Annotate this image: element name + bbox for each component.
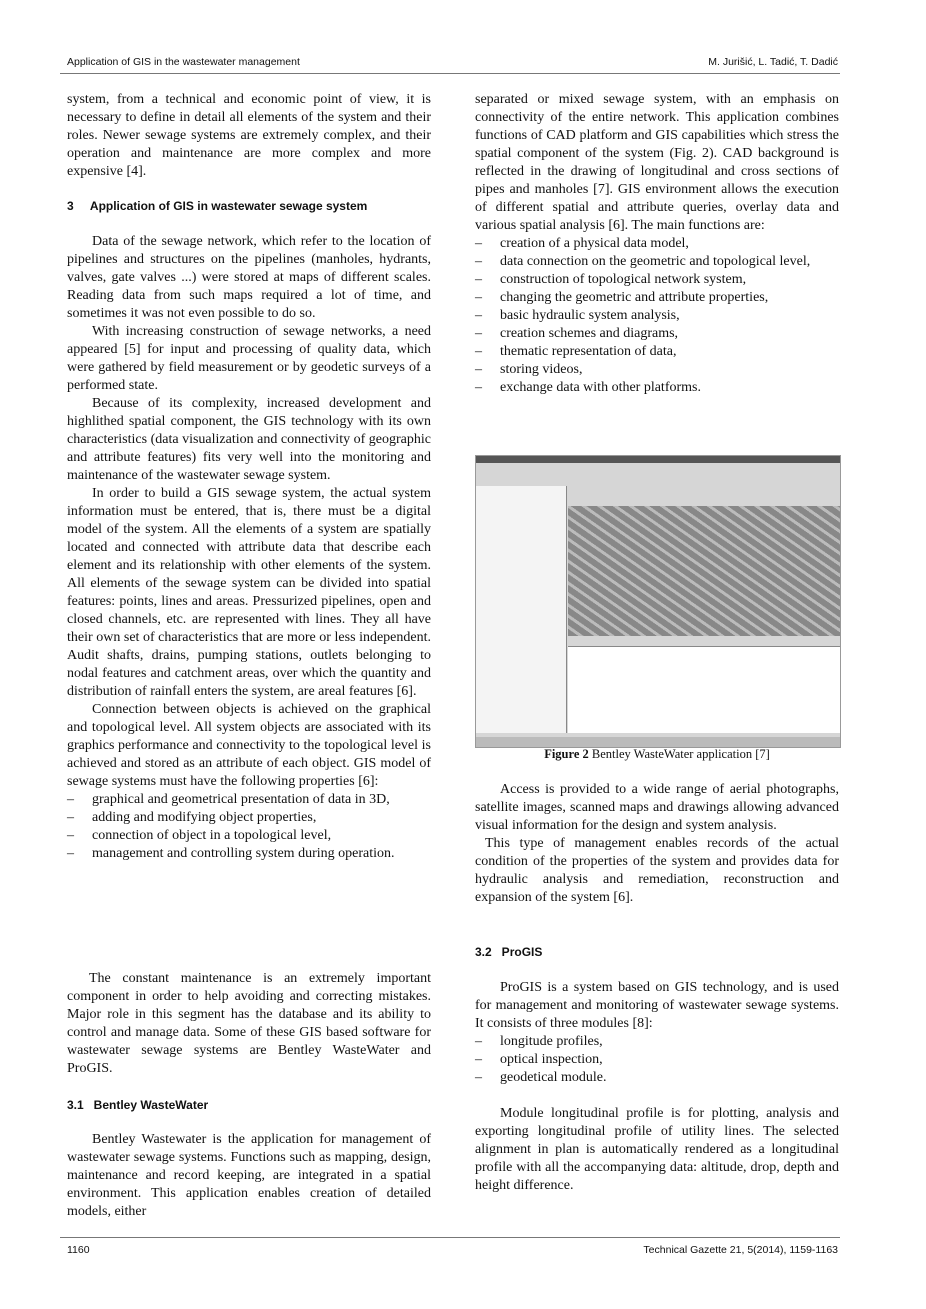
paragraph: Because of its complexity, increased development and highlithed spatial component, the GIS technology with its own characteristics (data visualization and connectivity of geographic and attribute features) fits very well into the monitoring and maintenance of the wastewater sewage system.	[67, 396, 431, 483]
list-item: – geodetical module.	[475, 1069, 839, 1087]
section-heading-3-1: 3.1 Bentley WasteWater	[67, 1098, 209, 1112]
right-progis	[475, 979, 839, 1087]
right-mid	[475, 781, 839, 907]
paragraph: separated or mixed sewage system, with an emphasis on connectivity of the entire network. This application combines functions of CAD platform and GIS capabilities which stress the spatial component of the system (Fig. 2). CAD background is reflected in the drawing of longitudinal and cross sections of pipes and manholes [7]. GIS environment allows the execution of different spatial and attribute queries, overlay data and various spatial analysis [6]. The main functions are:	[475, 92, 839, 233]
footer-rule	[60, 1237, 840, 1238]
running-header-title: Application of GIS in the wastewater management	[67, 56, 300, 68]
paragraph: This type of management enables records of the actual condition of the properties of the system and provides data for hydraulic analysis and remediation, reconstruction and expansion of the system [6].	[475, 836, 839, 905]
list-item: – basic hydraulic system analysis,	[475, 307, 839, 325]
running-header-authors: M. Jurišić, L. Tadić, T. Dadić	[708, 56, 838, 68]
right-top	[475, 91, 839, 397]
left-para-7	[67, 1131, 431, 1221]
figure-label: Figure 2	[544, 747, 589, 761]
right-para-4	[475, 1105, 839, 1195]
list-item: – optical inspection,	[475, 1051, 839, 1069]
list-item: – longitude profiles,	[475, 1033, 839, 1051]
section-heading-3: 3 Application of GIS in wastewater sewage system	[67, 199, 368, 213]
paragraph: ProGIS is a system based on GIS technology, and is used for management and monitoring of wastewater sewage systems. It consists of three modules [8]:	[475, 980, 839, 1031]
figure-map-view	[568, 506, 840, 636]
list-item: – storing videos,	[475, 361, 839, 379]
paragraph: In order to build a GIS sewage system, the actual system information must be entered, that is, there must be a digital model of the system. All the elements of a system are spatially located and connected with attribute data that describe each element and its relationship with other elements of the system. All elements of the sewage system can be divided into spatial features: points, lines and areas. Pressurized pipelines, open and closed channels, etc. are represented with lines. They all have their own set of characteristics that are more or less independent. Audit shafts, drains, pumping stations, outlets belonging to nodal features and catchment areas, over which the quantity and distribution of rainfall enters the system, are areal features [6].	[67, 486, 431, 699]
section-heading-3-2: 3.2 ProGIS	[475, 945, 543, 959]
figure-attribute-grid	[568, 646, 840, 733]
list-item: – construction of topological network system,	[475, 271, 839, 289]
figure-taskbar	[476, 737, 840, 747]
figure-window-titlebar	[476, 456, 840, 463]
left-para-6	[67, 970, 431, 1078]
list-item: – creation of a physical data model,	[475, 235, 839, 253]
paragraph: The constant maintenance is an extremely important component in order to help avoiding and correcting mistakes. Major role in this segment has the database and its ability to control and manage data. Some of these GIS based software for wastewater sewage systems are Bentley WasteWater and ProGIS.	[67, 971, 431, 1076]
paragraph: Access is provided to a wide range of aerial photographs, satellite images, scanned maps and drawings allowing advanced visual information for the design and system analysis.	[475, 782, 839, 833]
left-body	[67, 233, 431, 863]
list-item: – adding and modifying object properties,	[67, 809, 431, 827]
modules-list	[475, 1033, 839, 1087]
properties-list	[67, 791, 431, 863]
functions-list	[475, 235, 839, 397]
list-item: – changing the geometric and attribute properties,	[475, 289, 839, 307]
paragraph: system, from a technical and economic point of view, it is necessary to define in detail all elements of the system and their roles. Newer sewage systems are extremely complex, and their operation and maintenance are more complex and more expensive [4].	[67, 92, 431, 179]
list-item: – management and controlling system during operation.	[67, 845, 431, 863]
paragraph: Connection between objects is achieved on the graphical and topological level. All system objects are associated with its graphics performance and connectivity to the topological level is achieved and stored as an attribute of each object. GIS model of sewage systems must have the following properties [6]:	[67, 702, 431, 789]
list-item: – data connection on the geometric and topological level,	[475, 253, 839, 271]
journal-citation: Technical Gazette 21, 5(2014), 1159-1163	[643, 1244, 838, 1256]
paragraph: Data of the sewage network, which refer to the location of pipelines and structures on the pipelines (manholes, hydrants, valves, gate valves ...) were stored at maps of different scales. Reading data from such maps required a lot of time, and sometimes it was not even possible to do so.	[67, 234, 431, 321]
figure-caption-text: Bentley WasteWater application [7]	[588, 747, 770, 761]
page-number: 1160	[67, 1244, 90, 1256]
paragraph: With increasing construction of sewage networks, a need appeared [5] for input and processing of quality data, which were gathered by field measurement or by geodetic surveys of a performed state.	[67, 324, 431, 393]
left-para-0	[67, 91, 431, 181]
list-item: – exchange data with other platforms.	[475, 379, 839, 397]
paragraph: Module longitudinal profile is for plotting, analysis and exporting longitudinal profile of utility lines. The selected alignment in plan is automatically rendered as a longitudinal profile with all the accompanying data: altitude, drop, depth and height difference.	[475, 1106, 839, 1193]
figure-2-screenshot	[475, 455, 841, 748]
figure-caption	[475, 747, 839, 762]
header-rule	[60, 73, 840, 74]
paragraph: Bentley Wastewater is the application for management of wastewater sewage systems. Functions such as mapping, design, maintenance and record keeping, are integrated in a spatial environment. This application enables creation of detailed models, either	[67, 1132, 431, 1219]
list-item: – graphical and geometrical presentation of data in 3D,	[67, 791, 431, 809]
list-item: – connection of object in a topological level,	[67, 827, 431, 845]
figure-tree-panel	[476, 486, 567, 733]
list-item: – creation schemes and diagrams,	[475, 325, 839, 343]
list-item: – thematic representation of data,	[475, 343, 839, 361]
